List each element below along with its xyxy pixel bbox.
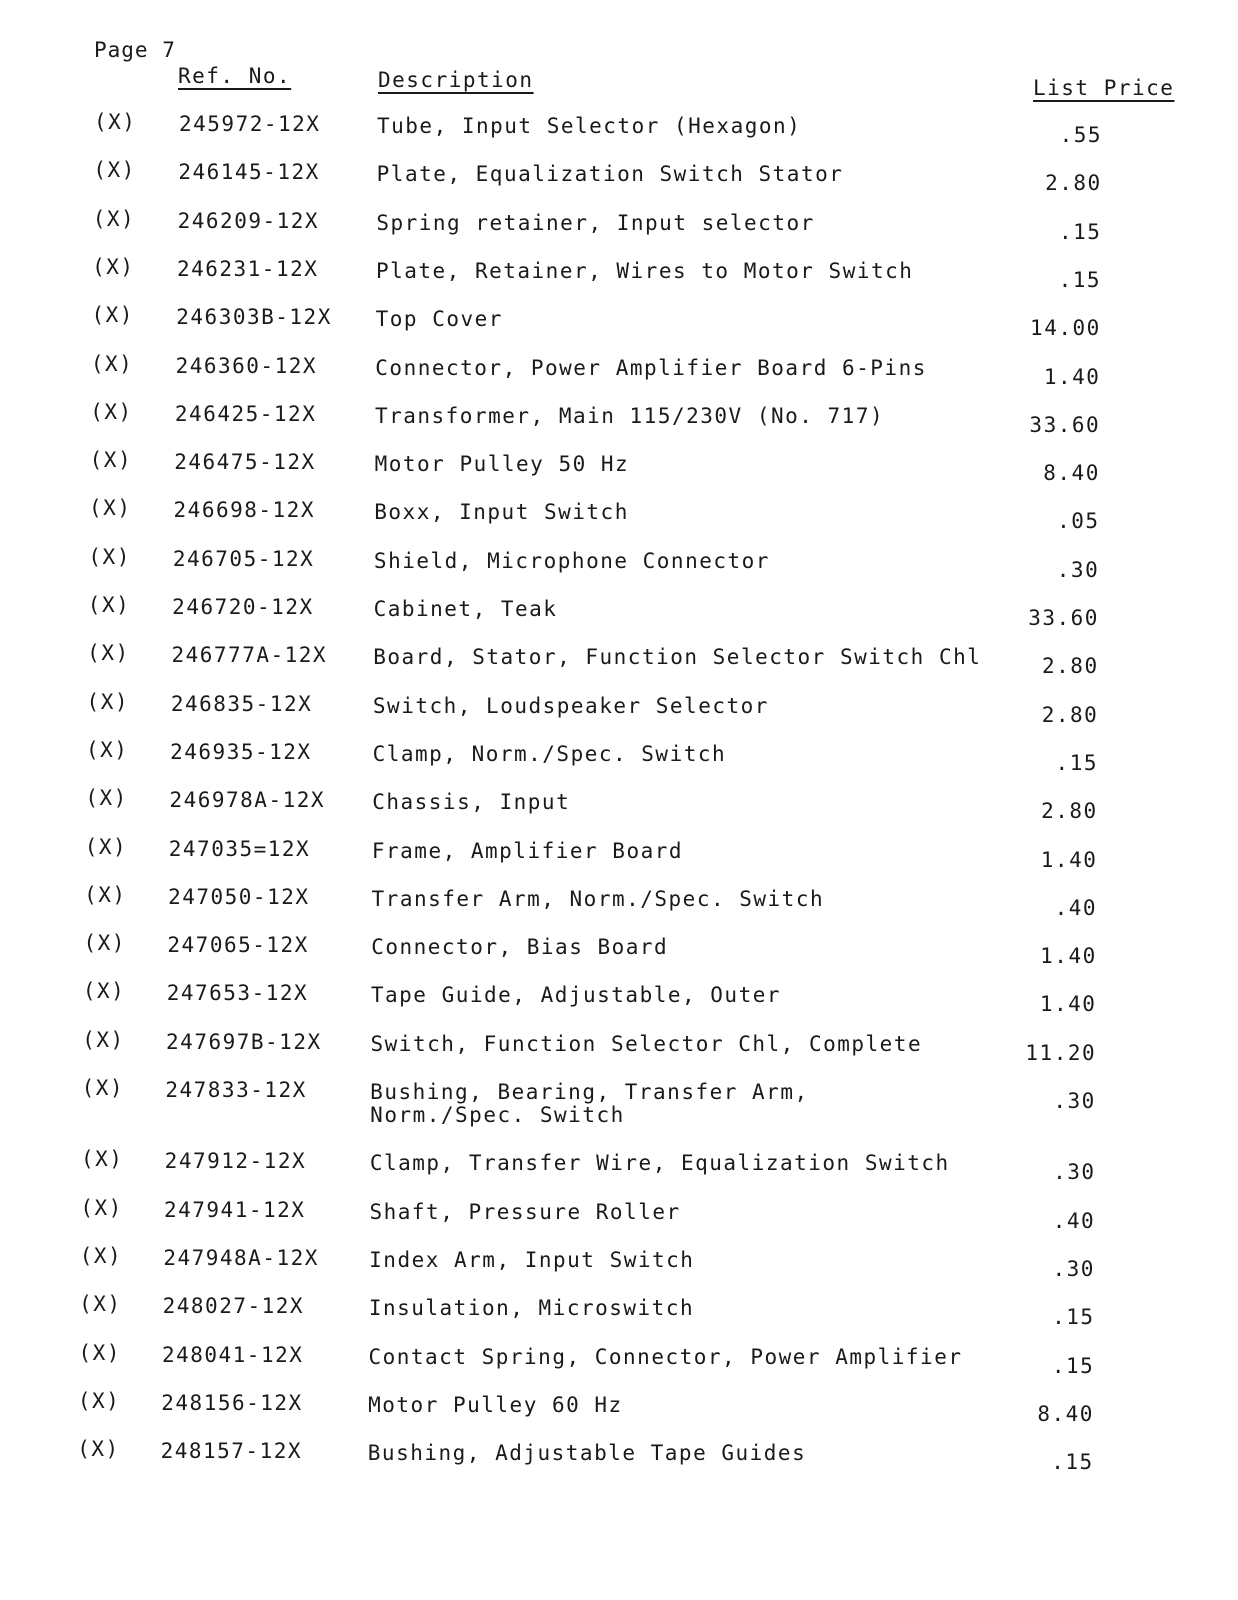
row-mark: (X) [82,1027,125,1052]
row-description: Plate, Retainer, Wires to Motor Switch [375,258,914,283]
row-list-price: .15 [1055,750,1098,775]
row-mark: (X) [87,593,131,617]
row-list-price: .55 [1059,123,1102,147]
row-list-price: .15 [1052,1305,1095,1330]
row-mark: (X) [84,834,128,859]
row-ref-no: 246425-12X [174,401,317,426]
row-list-price: 8.40 [1037,1401,1094,1426]
row-ref-no: 247035=12X [168,836,311,861]
row-description: Motor Pulley 50 Hz [374,452,630,477]
row-mark: (X) [85,786,128,811]
row-ref-no: 248156-12X [161,1390,303,1415]
row-ref-no: 246978A-12X [169,788,326,813]
row-description: Transfer Arm, Norm./Spec. Switch [371,886,825,911]
row-description: Shield, Microphone Connector [373,548,770,573]
row-ref-no: 246145-12X [178,160,320,185]
row-mark: (X) [88,544,131,569]
row-description: Plate, Equalization Switch Stator [376,162,844,187]
row-description: Spring retainer, Input selector [376,210,815,235]
row-mark: (X) [81,1076,125,1100]
row-list-price: 8.40 [1043,461,1100,486]
row-description: Switch, Loudspeaker Selector [372,693,769,718]
row-description: Connector, Power Amplifier Board 6-Pins [375,355,927,380]
row-ref-no: 247948A-12X [163,1245,319,1270]
row-mark: (X) [77,1388,121,1413]
row-list-price: .15 [1058,219,1102,244]
row-list-price: 33.60 [1028,606,1099,630]
row-list-price: .05 [1057,509,1100,534]
row-list-price: .15 [1051,1353,1095,1378]
row-list-price: 33.60 [1029,412,1101,437]
row-description: Shaft, Pressure Roller [369,1199,681,1224]
row-description: Switch, Function Selector Chl, Complete [370,1031,923,1056]
row-mark: (X) [86,689,129,714]
row-ref-no: 246475-12X [174,450,316,475]
row-description: Insulation, Microswitch [368,1296,695,1321]
row-description: Cabinet, Teak [373,597,558,621]
row-mark: (X) [94,110,137,134]
row-description: Bushing, Bearing, Transfer Arm, Norm./Spec. Switch [370,1080,809,1127]
page-number: Page 7 [94,38,176,62]
row-list-price: 14.00 [1030,316,1101,341]
row-ref-no: 247697B-12X [166,1029,322,1054]
row-description: Transformer, Main 115/230V (No. 717) [374,403,885,428]
row-mark: (X) [93,158,136,183]
row-description: Connector, Bias Board [371,935,669,960]
row-ref-no: 247912-12X [164,1149,307,1174]
row-list-price: .15 [1058,267,1102,292]
header-ref-no: Ref. No. [178,64,292,88]
row-mark: (X) [91,303,134,328]
row-ref-no: 246360-12X [175,353,318,378]
row-mark: (X) [90,351,134,376]
row-mark: (X) [90,399,133,424]
row-list-price: 2.80 [1042,654,1099,679]
row-list-price: 1.40 [1039,992,1097,1017]
row-list-price: .30 [1056,557,1100,582]
row-description: Bushing, Adjustable Tape Guides [367,1441,807,1466]
row-mark: (X) [79,1243,123,1268]
row-list-price: 2.80 [1041,702,1099,727]
row-description: Index Arm, Input Switch [369,1247,695,1272]
row-ref-no: 246231-12X [176,256,319,281]
row-mark: (X) [78,1340,121,1365]
row-ref-no: 248041-12X [161,1342,304,1367]
row-list-price: 2.80 [1045,171,1102,196]
row-ref-no: 246720-12X [172,595,314,619]
row-mark: (X) [77,1437,120,1462]
row-ref-no: 247941-12X [163,1197,306,1222]
row-description: Chassis, Input [372,790,571,815]
row-list-price: .15 [1051,1450,1094,1475]
row-mark: (X) [92,254,135,279]
row-list-price: 1.40 [1043,364,1101,389]
row-description: Clamp, Norm./Spec. Switch [372,741,727,766]
row-ref-no: 246209-12X [177,208,320,233]
row-description: Contact Spring, Connector, Power Amplifier [368,1344,963,1369]
row-description: Board, Stator, Function Selector Switch Chl [373,645,982,670]
row-description: Clamp, Transfer Wire, Equalization Switch [369,1151,950,1176]
row-ref-no: 246303B-12X [176,305,332,330]
row-mark: (X) [79,1292,122,1317]
row-ref-no: 247065-12X [167,933,309,958]
row-mark: (X) [92,206,136,231]
row-mark: (X) [83,931,126,956]
row-mark: (X) [80,1147,124,1172]
row-mark: (X) [84,882,127,907]
row-description: Top Cover [375,307,503,332]
row-mark: (X) [85,737,129,762]
row-list-price: .30 [1053,1089,1096,1113]
row-description: Tape Guide, Adjustable, Outer [370,983,782,1008]
row-description: Tube, Input Selector (Hexagon) [377,114,802,138]
row-list-price: .40 [1054,895,1098,920]
row-mark: (X) [87,641,130,666]
header-description: Description [378,68,534,92]
row-list-price: 11.20 [1025,1040,1097,1065]
row-list-price: .30 [1053,1160,1096,1185]
row-ref-no: 246935-12X [170,739,312,764]
row-list-price: 2.80 [1041,799,1098,824]
row-description: Motor Pulley 60 Hz [368,1392,623,1417]
header-list-price: List Price [1033,76,1175,100]
row-list-price: 1.40 [1040,847,1098,872]
row-list-price: .40 [1052,1208,1096,1233]
row-ref-no: 248027-12X [162,1294,305,1319]
row-ref-no: 246777A-12X [171,643,328,668]
row-description: Frame, Amplifier Board [371,838,684,863]
row-list-price: .30 [1052,1256,1095,1281]
row-ref-no: 247833-12X [165,1078,307,1102]
row-mark: (X) [80,1195,123,1220]
row-mark: (X) [82,979,126,1004]
row-ref-no: 246835-12X [170,691,313,716]
row-mark: (X) [89,496,132,521]
row-ref-no: 246698-12X [173,498,315,523]
row-ref-no: 247050-12X [168,884,310,909]
row-description: Boxx, Input Switch [374,500,629,525]
row-ref-no: 246705-12X [172,546,315,571]
row-mark: (X) [89,448,133,473]
row-list-price: 1.40 [1040,944,1097,969]
row-ref-no: 248157-12X [160,1439,303,1464]
row-ref-no: 247653-12X [166,981,309,1006]
row-ref-no: 245972-12X [179,112,321,136]
